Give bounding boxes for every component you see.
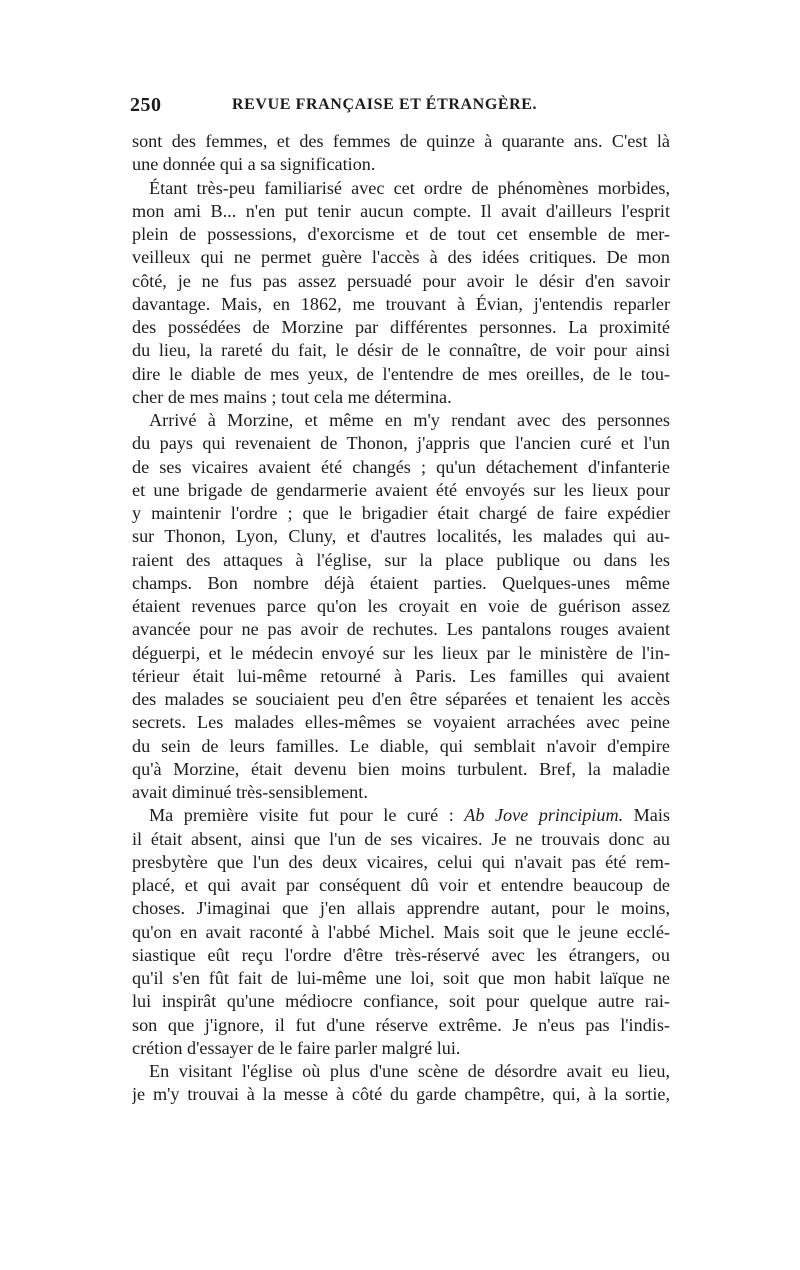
text-line: je m'y trouvai à la messe à côté du garde champêtre, qui, à la sortie, bbox=[132, 1084, 670, 1105]
page-number: 250 bbox=[130, 94, 162, 116]
text-line: sur Thonon, Lyon, Cluny, et d'autres localités, les malades qui au- bbox=[132, 526, 670, 547]
text-line: Arrivé à Morzine, et même en m'y rendant avec des personnes bbox=[149, 410, 670, 430]
text-line: du sein de leurs familles. Le diable, qui semblait n'avoir d'empire bbox=[132, 735, 670, 756]
text-segment: Ma première visite fut pour le curé : bbox=[149, 805, 465, 826]
text-line: sont des femmes, et des femmes de quinze à quarante ans. C'est là bbox=[132, 131, 670, 151]
text-line: étaient revenues parce qu'on les croyait en voie de guérison assez bbox=[132, 596, 670, 616]
text-line: raient des attaques à l'église, sur la place publique ou dans les bbox=[132, 549, 670, 570]
text-line: côté, je ne fus pas assez persuadé pour avoir le désir d'en savoir bbox=[132, 270, 670, 291]
text-line: du pays qui revenaient de Thonon, j'appris que l'ancien curé et l'un bbox=[132, 433, 670, 454]
text-line: des possédées de Morzine par différentes personnes. La proximité bbox=[132, 317, 670, 337]
text-line: lui inspirât qu'une médiocre confiance, soit pour quelque autre rai- bbox=[132, 991, 670, 1012]
text-line: avait diminué très-sensiblement. bbox=[132, 782, 368, 802]
text-line: avancée pour ne pas avoir de rechutes. Les pantalons rouges avaient bbox=[132, 619, 670, 640]
text-line: dire le diable de mes yeux, de l'entendre de mes oreilles, de le tou- bbox=[132, 363, 670, 384]
text-line: placé, et qui avait par conséquent dû voir et entendre beaucoup de bbox=[132, 875, 670, 895]
text-line: y maintenir l'ordre ; que le brigadier était chargé de faire expédier bbox=[132, 503, 670, 523]
text-line: une donnée qui a sa signification. bbox=[132, 154, 376, 175]
text-line: plein de possessions, d'exorcisme et de tout cet ensemble de mer- bbox=[132, 224, 670, 244]
text-line: et une brigade de gendarmerie avaient été envoyés sur les lieux pour bbox=[132, 479, 670, 500]
text-line: qu'on en avait raconté à l'abbé Michel. Mais soit que le jeune ecclé- bbox=[132, 921, 670, 942]
text-line: champs. Bon nombre déjà étaient parties. Quelques-unes même bbox=[132, 572, 670, 593]
text-line: Étant très-peu familiarisé avec cet ordre de phénomènes morbides, bbox=[149, 177, 670, 198]
text-line: siastique eût reçu l'ordre d'être très-réservé avec les étrangers, ou bbox=[132, 944, 670, 965]
text-line: qu'il s'en fût fait de lui-même une loi, soit que mon habit laïque ne bbox=[132, 968, 670, 988]
text-line: davantage. Mais, en 1862, me trouvant à Évian, j'entendis reparler bbox=[132, 293, 670, 314]
text-line: veilleux qui ne permet guère l'accès à des idées critiques. De mon bbox=[132, 247, 670, 268]
text-line: En visitant l'église où plus d'une scène de désordre avait eu lieu, bbox=[149, 1061, 670, 1081]
text-line: son que j'ignore, il fut d'une réserve extrême. Je n'eus pas l'indis- bbox=[132, 1014, 670, 1035]
running-head bbox=[130, 94, 670, 122]
text-line: cher de mes mains ; tout cela me détermina. bbox=[132, 386, 452, 407]
text-line: mon ami B... n'en put tenir aucun compte. Il avait d'ailleurs l'esprit bbox=[132, 200, 670, 221]
latin-quote: Ab Jove principium. bbox=[464, 805, 624, 826]
text-line: crétion d'essayer de le faire parler malgré lui. bbox=[132, 1037, 461, 1058]
text-line: déguerpi, et le médecin envoyé sur les lieux par le ministère de l'in- bbox=[132, 642, 670, 663]
journal-title: REVUE FRANÇAISE ET ÉTRANGÈRE. bbox=[232, 96, 538, 113]
text-line: presbytère que l'un des deux vicaires, celui qui n'avait pas été rem- bbox=[132, 851, 670, 872]
text-line-with-italic bbox=[132, 804, 670, 827]
text-line: des malades se souciaient peu d'en être séparées et tenaient les accès bbox=[132, 689, 670, 709]
text-line: de ses vicaires avaient été changés ; qu'un détachement d'infanterie bbox=[132, 456, 670, 477]
text-segment: Mais bbox=[623, 805, 670, 826]
body-text bbox=[132, 130, 670, 1107]
text-line: du lieu, la rareté du fait, le désir de le connaître, de voir pour ainsi bbox=[132, 340, 670, 361]
text-line: choses. J'imaginai que j'en allais apprendre autant, pour le moins, bbox=[132, 898, 670, 919]
text-line: secrets. Les malades elles-mêmes se voyaient arrachées avec peine bbox=[132, 712, 670, 733]
text-line: qu'à Morzine, était devenu bien moins turbulent. Bref, la maladie bbox=[132, 758, 670, 779]
text-line: térieur était lui-même retourné à Paris. Les familles qui avaient bbox=[132, 665, 670, 686]
text-line: il était absent, ainsi que l'un de ses vicaires. Je ne trouvais donc au bbox=[132, 828, 670, 849]
